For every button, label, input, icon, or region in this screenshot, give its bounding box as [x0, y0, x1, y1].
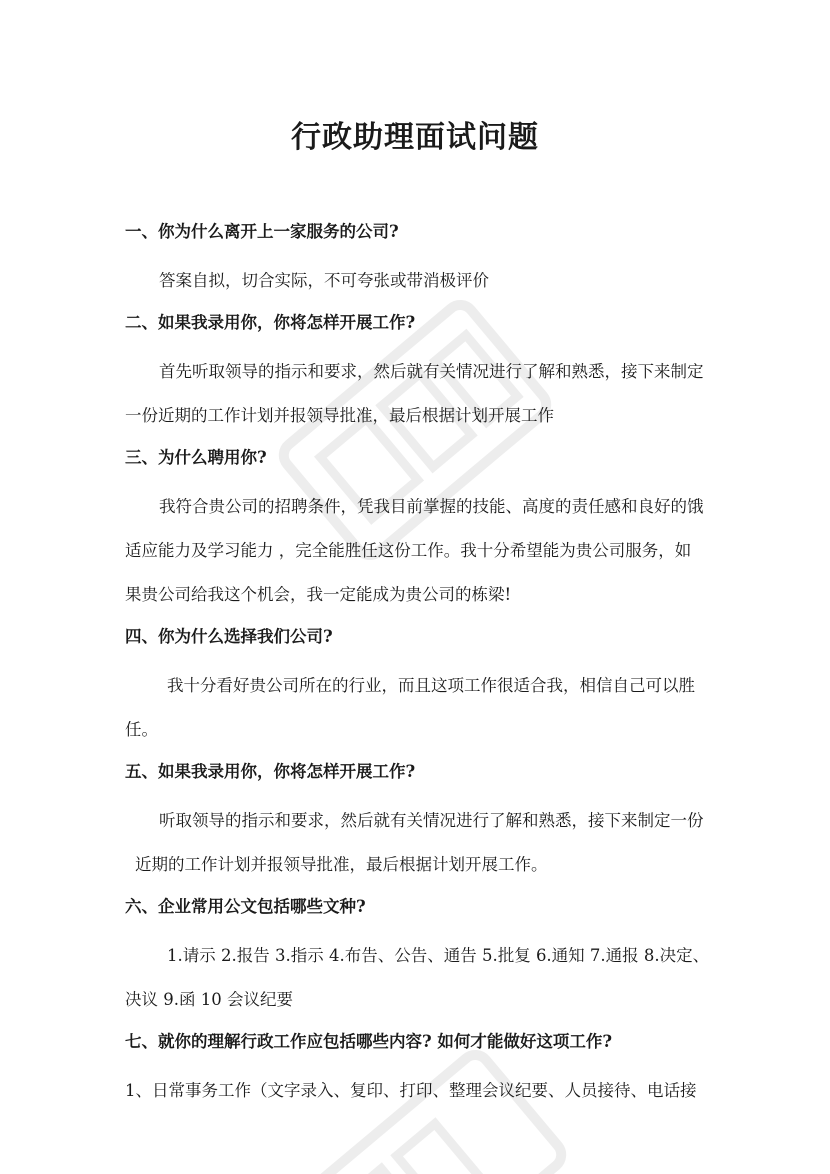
answer-3-line-2: 适应能力及学习能力 ，完全能胜任这份工作。我十分希望能为贵公司服务，如: [125, 541, 692, 560]
answer-1: [125, 259, 710, 303]
document-title: 行政助理面试问题: [291, 120, 539, 155]
answer-2-line-2: 一份近期的工作计划并报领导批准，最后根据计划开展工作: [125, 406, 554, 425]
answer-6-line-2: 决议 9.函 10 会议纪要: [125, 990, 293, 1009]
answer-1-line-1: 答案自拟，切合实际，不可夸张或带消极评价: [159, 271, 489, 290]
answer-5: [125, 799, 710, 887]
answer-6: [125, 934, 710, 1022]
question-1: 一、你为什么离开上一家服务的公司?: [125, 222, 399, 241]
answer-2: [125, 350, 710, 438]
answer-7-line-1: 1、日常事务工作（文字录入、复印、打印、整理会议纪要、人员接待、电话接: [125, 1081, 697, 1100]
answer-3: [125, 485, 710, 617]
question-3: 三、为什么聘用你?: [125, 448, 267, 467]
answer-7: [125, 1069, 710, 1113]
answer-5-line-1: 听取领导的指示和要求，然后就有关情况进行了解和熟悉，接下来制定一份: [159, 811, 704, 830]
answer-4-line-1: 我十分看好贵公司所在的行业，而且这项工作很适合我，相信自己可以胜: [167, 676, 695, 695]
answer-4: [125, 664, 710, 752]
question-7: 七、就你的理解行政工作应包括哪些内容? 如何才能做好这项工作?: [125, 1032, 613, 1051]
question-5: 五、如果我录用你，你将怎样开展工作?: [125, 762, 416, 781]
answer-4-line-2: 任。: [125, 720, 158, 739]
answer-2-line-1: 首先听取领导的指示和要求，然后就有关情况进行了解和熟悉，接下来制定: [159, 362, 704, 381]
question-2: 二、如果我录用你，你将怎样开展工作?: [125, 313, 416, 332]
question-6: 六、企业常用公文包括哪些文种?: [125, 897, 366, 916]
answer-3-line-3: 果贵公司给我这个机会，我一定能成为贵公司的栋梁!: [125, 585, 512, 604]
answer-6-line-1: 1.请示 2.报告 3.指示 4.布告、公告、通告 5.批复 6.通知 7.通报 8.决定、: [167, 946, 710, 965]
answer-3-line-1: 我符合贵公司的招聘条件，凭我目前掌握的技能、高度的责任感和良好的饿: [159, 497, 704, 516]
document-body: [125, 216, 710, 1117]
question-4: 四、你为什么选择我们公司?: [125, 627, 333, 646]
answer-5-line-2: 近期的工作计划并报领导批准，最后根据计划开展工作。: [135, 855, 548, 874]
